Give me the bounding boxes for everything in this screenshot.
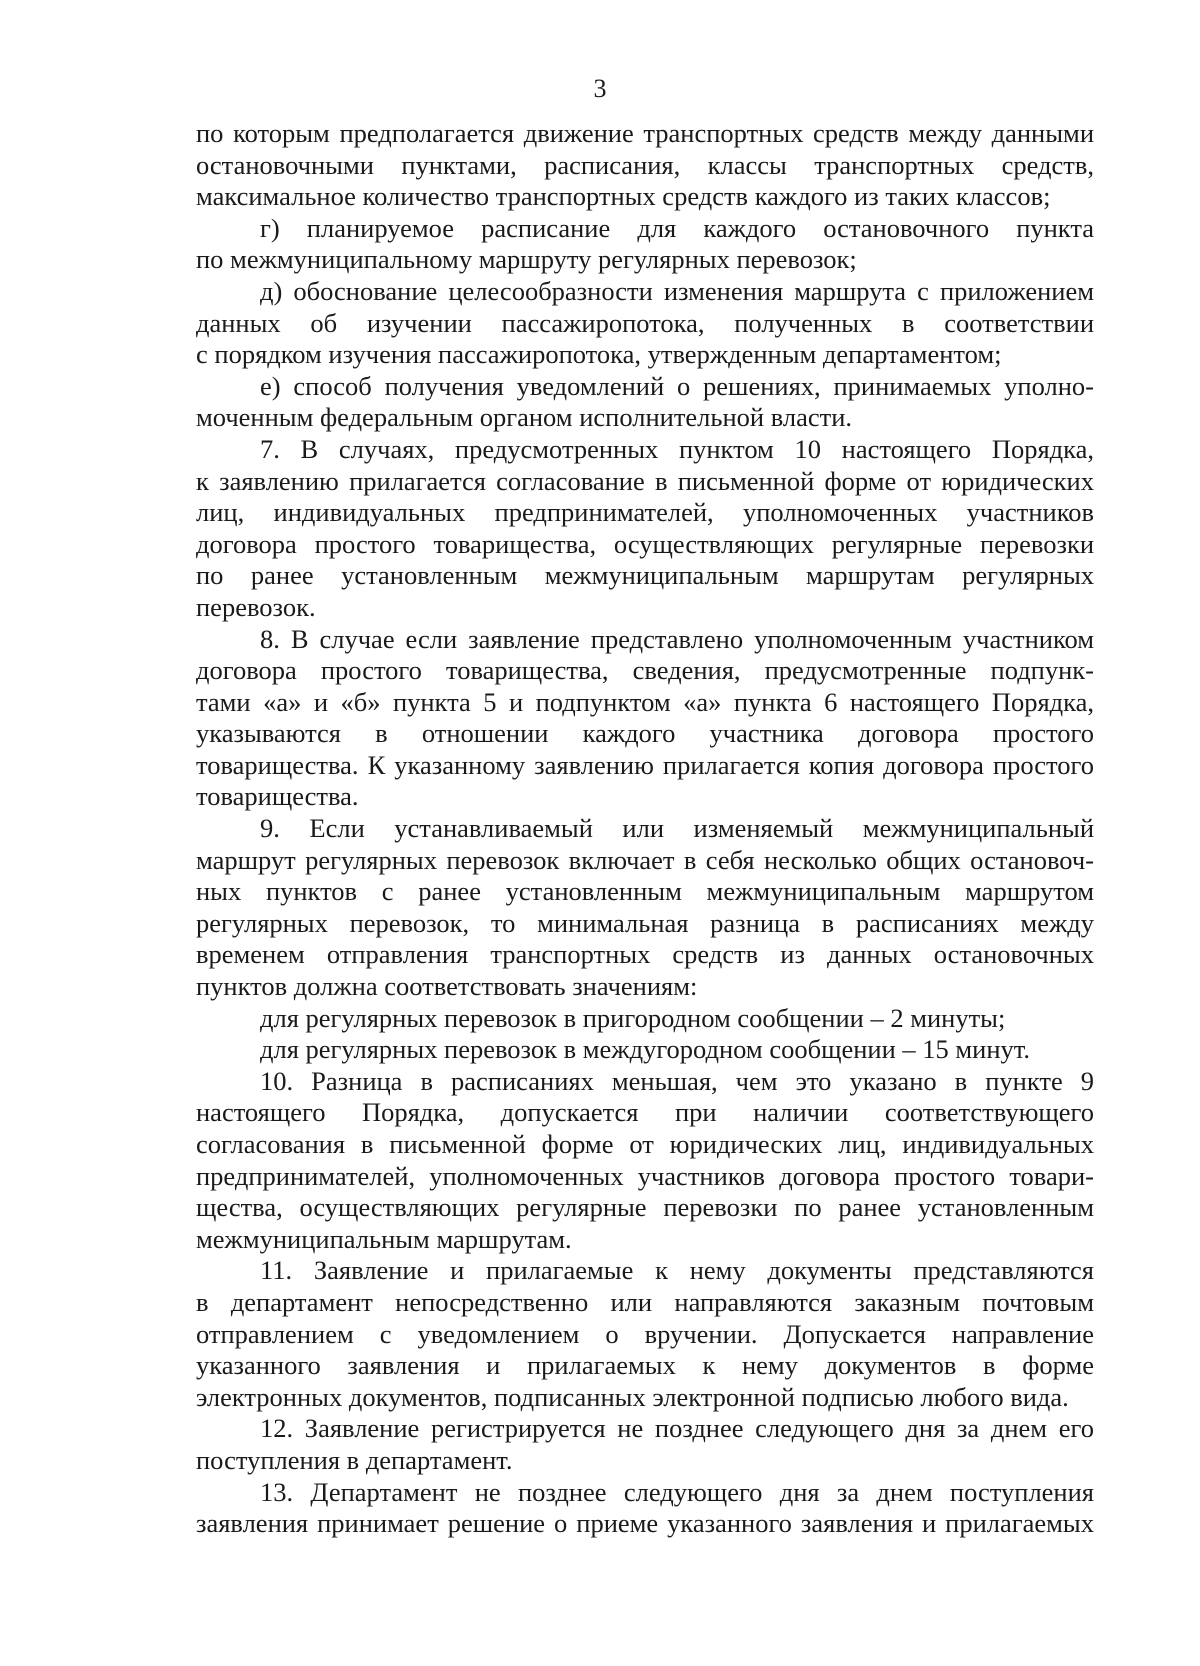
paragraph: [196, 813, 1094, 1003]
text-line: перевозок.: [196, 591, 316, 622]
text-line: договора простого товарищества, осуществляющих регулярные перевозки: [196, 528, 1094, 559]
text-line: по которым предполагается движение транспортных средств между данными: [196, 118, 1094, 148]
text-line: 11. Заявление и прилагаемые к нему документы представляются: [260, 1255, 1094, 1286]
text-line: заявления принимает решение о приеме указанного заявления и прилагаемых: [196, 1508, 1094, 1539]
paragraph: [196, 1003, 1094, 1035]
page-number: 3: [593, 74, 607, 103]
text-line: данных об изучении пассажиропотока, полученных в соответствии: [196, 307, 1094, 338]
text-line: договора простого товарищества, сведения, предусмотренные подпунк-: [196, 655, 1094, 686]
paragraph: [196, 1413, 1094, 1476]
text-line: маршрут регулярных перевозок включает в себя несколько общих остановоч-: [196, 844, 1094, 875]
text-line: с порядком изучения пассажиропотока, утвержденным департаментом;: [196, 339, 1002, 370]
text-line: е) способ получения уведомлений о решениях, принимаемых уполно-: [260, 370, 1094, 401]
text-line: регулярных перевозок, то минимальная разница в расписаниях между: [196, 907, 1094, 938]
paragraph: [196, 1477, 1094, 1540]
text-line: настоящего Порядка, допускается при наличии соответствующего: [196, 1097, 1094, 1128]
text-line: предпринимателей, уполномоченных участников договора простого товари-: [196, 1160, 1094, 1191]
text-line: моченным федеральным органом исполнительной власти.: [196, 402, 853, 433]
text-line: указанного заявления и прилагаемых к нему документов в форме: [196, 1350, 1094, 1381]
text-line: максимальное количество транспортных средств каждого из таких классов;: [196, 181, 1051, 212]
text-line: временем отправления транспортных средств из данных остановочных: [196, 939, 1094, 970]
text-line: указываются в отношении каждого участника договора простого: [196, 718, 1094, 749]
text-line: 10. Разница в расписаниях меньшая, чем это указано в пункте 9: [260, 1065, 1094, 1096]
text-line: товарищества. К указанному заявлению прилагается копия договора простого: [196, 749, 1094, 780]
paragraph: [196, 118, 1094, 213]
paragraph: [196, 1255, 1094, 1413]
text-line: для регулярных перевозок в междугородном сообщении – 15 минут.: [260, 1034, 1031, 1065]
text-line: 9. Если устанавливаемый или изменяемый межмуниципальный: [260, 813, 1094, 844]
text-line: электронных документов, подписанных электронной подписью любого вида.: [196, 1381, 1069, 1412]
text-line: 13. Департамент не позднее следующего дня за днем поступления: [260, 1476, 1094, 1507]
document-body: [196, 118, 1094, 1540]
paragraph: [196, 1066, 1094, 1256]
text-line: лиц, индивидуальных предпринимателей, уполномоченных участников: [196, 497, 1094, 528]
text-line: остановочными пунктами, расписания, классы транспортных средств,: [196, 149, 1094, 180]
paragraph: [196, 1034, 1094, 1066]
paragraph: [196, 276, 1094, 371]
text-line: отправлением с уведомлением о вручении. Допускается направление: [196, 1318, 1094, 1349]
text-line: в департамент непосредственно или направляются заказным почтовым: [196, 1286, 1094, 1317]
text-line: пунктов должна соответствовать значениям:: [196, 971, 698, 1002]
text-line: 12. Заявление регистрируется не позднее следующего дня за днем его: [260, 1413, 1094, 1444]
text-line: г) планируемое расписание для каждого остановочного пункта: [260, 212, 1094, 243]
text-line: по ранее установленным межмуниципальным маршрутам регулярных: [196, 560, 1094, 591]
text-line: щества, осуществляющих регулярные перевозки по ранее установленным: [196, 1192, 1094, 1223]
text-line: межмуниципальным маршрутам.: [196, 1223, 572, 1254]
text-line: товарищества.: [196, 781, 359, 812]
paragraph: [196, 371, 1094, 434]
text-line: по межмуниципальному маршруту регулярных перевозок;: [196, 244, 857, 275]
text-line: 8. В случае если заявление представлено уполномоченным участником: [260, 623, 1094, 654]
text-line: согласования в письменной форме от юридических лиц, индивидуальных: [196, 1129, 1094, 1159]
paragraph: [196, 434, 1094, 624]
text-line: д) обоснование целесообразности изменения маршрута с приложением: [260, 275, 1094, 306]
text-line: к заявлению прилагается согласование в письменной форме от юридических: [196, 465, 1094, 496]
text-line: поступления в департамент.: [196, 1444, 513, 1475]
text-line: ных пунктов с ранее установленным межмуниципальным маршрутом: [196, 876, 1094, 907]
text-line: тами «а» и «б» пункта 5 и подпунктом «а» пункта 6 настоящего Порядка,: [196, 686, 1094, 717]
text-line: для регулярных перевозок в пригородном сообщении – 2 минуты;: [260, 1002, 1006, 1033]
paragraph: [196, 624, 1094, 814]
paragraph: [196, 213, 1094, 276]
text-line: 7. В случаях, предусмотренных пунктом 10 настоящего Порядка,: [260, 433, 1094, 464]
